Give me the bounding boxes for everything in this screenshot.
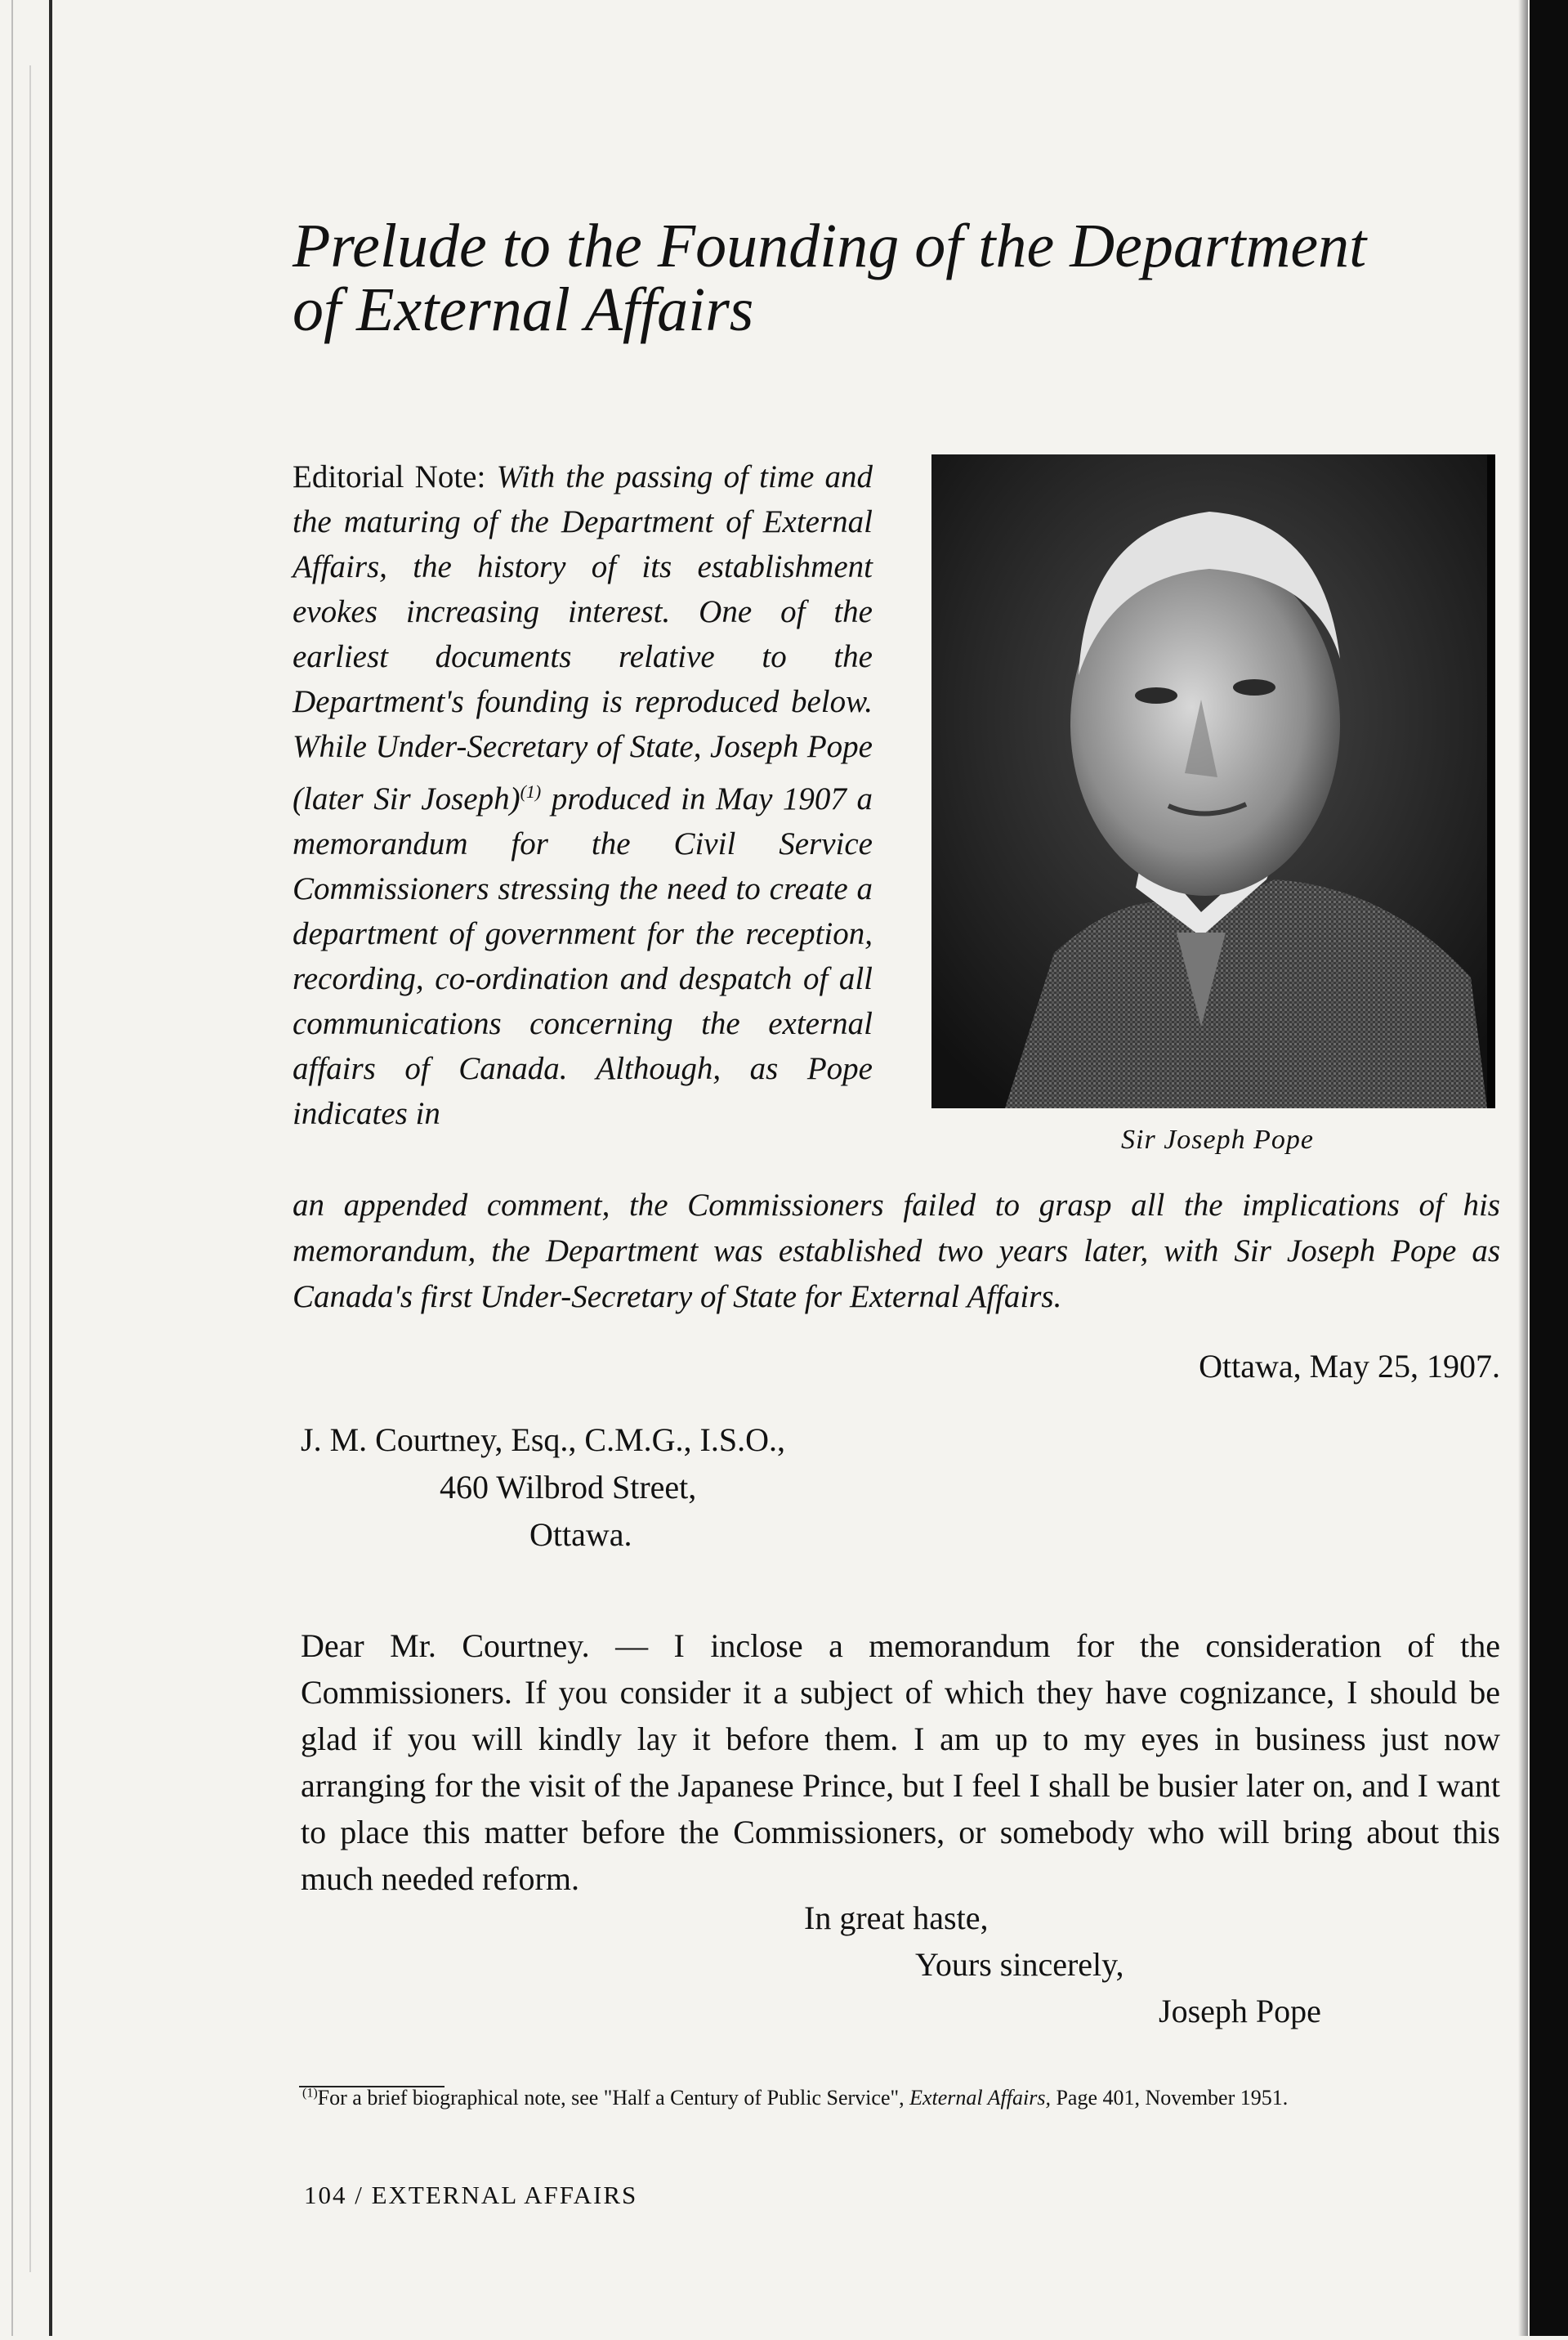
letter-dateline: Ottawa, May 25, 1907. bbox=[1199, 1348, 1500, 1385]
signature: Joseph Pope bbox=[1159, 1993, 1321, 2029]
photo-caption: Sir Joseph Pope bbox=[1121, 1125, 1314, 1155]
recipient-name: J. M. Courtney, Esq., C.M.G., I.S.O., bbox=[301, 1421, 785, 1458]
footnote bbox=[302, 2086, 1503, 2110]
editorial-label: Editorial Note: bbox=[293, 459, 486, 494]
recipient-city: Ottawa. bbox=[529, 1516, 632, 1553]
editorial-body: With the passing of time and the maturing of the Department of External Affairs, the history of its establishment evokes increasing interest. One of the earliest documents relative to the Department's founding is reproduced below. While Under-Secretary of State, Joseph Pope (later Sir Joseph) bbox=[293, 459, 873, 817]
letter-body: Dear Mr. Courtney. — I inclose a memorandum for the consideration of the Commissioners. If you consider it a subject of which they have cognizance, I should be glad if you will kindly lay it before them. I am up to my eyes in business just now arranging for the visit of the Japanese Prince, but I feel I shall be busier later on, and I want to place this matter before the Commissioners, or somebody who will bring about this much needed reform. bbox=[301, 1627, 1500, 1897]
title-line-1: Prelude to the Founding of the Department bbox=[293, 212, 1367, 280]
closing-line-2: Yours sincerely, bbox=[915, 1946, 1124, 1983]
editorial-note bbox=[293, 454, 873, 1136]
closing-line-1: In great haste, bbox=[804, 1899, 989, 1936]
editorial-note-tail: an appended comment, the Commissioners failed to grasp all the implications of his memorandum, the Department was established two years later, with Sir Joseph Pope as Canada's first Under-Secretary of State for External Affairs. bbox=[293, 1188, 1500, 1314]
page-folio: 104 / EXTERNAL AFFAIRS bbox=[304, 2181, 638, 2209]
title-line-2: of External Affairs bbox=[293, 275, 754, 344]
article-title bbox=[293, 214, 1469, 342]
footnote-marker: (1) bbox=[302, 2086, 318, 2101]
footnote-reference: (1) bbox=[520, 781, 542, 802]
footnote-text: For a brief biographical note, see "Half a Century of Public Service", bbox=[317, 2086, 910, 2110]
portrait-photo bbox=[931, 454, 1495, 1108]
recipient-street: 460 Wilbrod Street, bbox=[440, 1469, 697, 1506]
editorial-body-continued: produced in May 1907 a memorandum for the Civil Service Commissioners stressing the need to create a department of government for the reception, recording, co-ordination and despatch of all communications concerning the external affairs of Canada. Although, as Pope indicates in bbox=[293, 781, 873, 1131]
scan-left-edge bbox=[0, 0, 106, 2336]
page-gutter-shadow bbox=[1518, 0, 1528, 2336]
footnote-publication: External Affairs, bbox=[909, 2086, 1051, 2110]
footnote-rest: Page 401, November 1951. bbox=[1050, 2086, 1289, 2110]
scan-right-edge bbox=[1530, 0, 1568, 2336]
